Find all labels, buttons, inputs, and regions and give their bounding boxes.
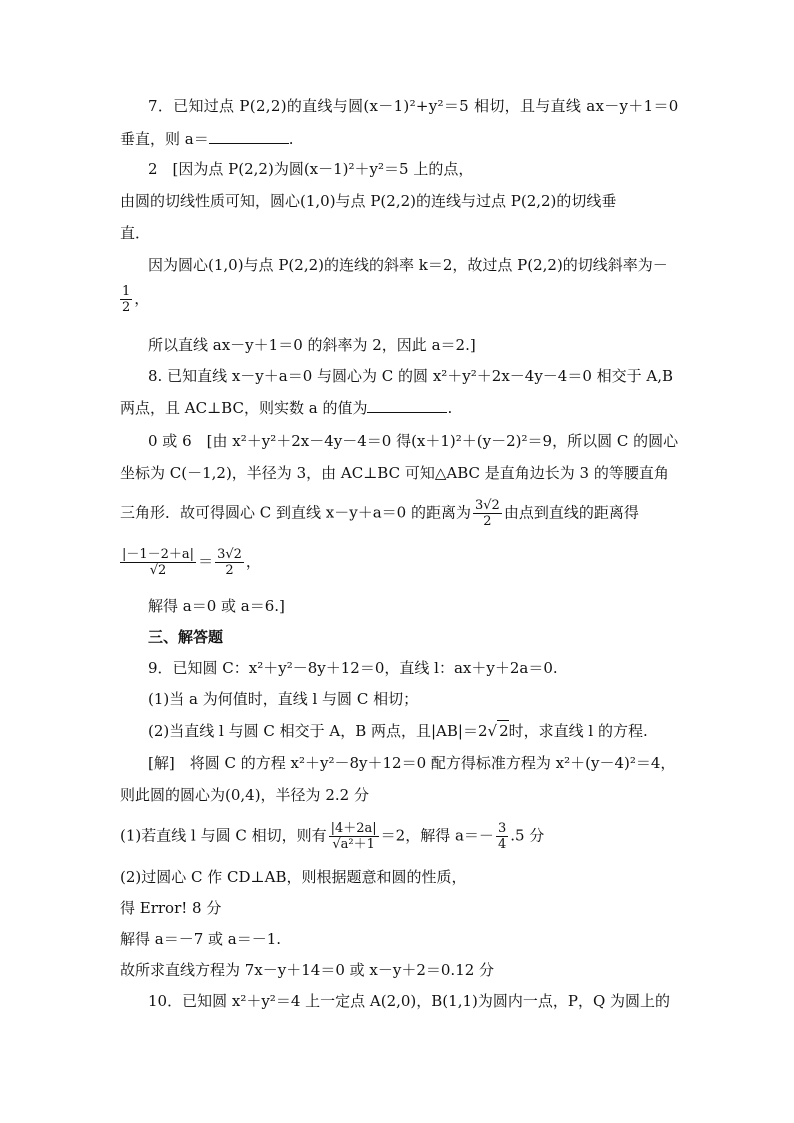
q7-answer-line3: 直． (120, 224, 151, 242)
q7-answer-line2: 由圆的切线性质可知，圆心(1,0)与点 P(2,2)的连线与过点 P(2,2)的切线垂 (120, 192, 617, 210)
q9-solution-line6: 解得 a＝－7 或 a＝－1. (120, 930, 282, 948)
q8-answer-line3: 三角形．故可得圆心 C 到直线 x－y＋a＝0 的距离为 $\frac{3√2}{2}$ 由点到直线的距离得 (120, 498, 639, 529)
fraction-three-quarters: $\frac{3}{4}$ (497, 821, 507, 852)
q7-answer-fraction-line: $\frac{1}{2}$ ， (122, 284, 150, 315)
q9-stem-line1: 9．已知圆 C：x²＋y²－8y＋12＝0，直线 l：ax＋y＋2a＝0. (148, 659, 558, 677)
answer-blank (367, 398, 447, 413)
fraction-3root2-over-2: $\frac{3√2}{2}$ (474, 498, 500, 529)
q7-answer-line6: 所以直线 ax－y＋1＝0 的斜率为 2，因此 a＝2.] (148, 336, 476, 354)
q9-solution-line1: [解] 将圆 C 的方程 x²＋y²－8y＋12＝0 配方得标准方程为 x²＋(y－4)²＝4， (148, 754, 676, 772)
q8-stem-line1: 8. 已知直线 x－y＋a＝0 与圆心为 C 的圆 x²＋y²＋2x－4y－4＝0 相交于 A,B (148, 367, 674, 385)
q10-stem-line1: 10．已知圆 x²＋y²＝4 上一定点 A(2,0)，B(1,1)为圆内一点，P，Q 为圆上的 (148, 992, 671, 1010)
q7-stem-line2 (120, 129, 294, 149)
fraction-one-half: $\frac{1}{2}$ (122, 284, 131, 315)
section-heading: 三、解答题 (148, 628, 224, 646)
q7-answer-line4: 因为圆心(1,0)与点 P(2,2)的连线的斜率 k＝2，故过点 P(2,2)的切线斜率为－ (148, 256, 668, 274)
q9-solution-line5: 得 Error! 8 分 (120, 899, 222, 917)
q8-answer-line4: $\frac{|-1-2+a|}{√2}$ ＝ $\frac{3√2}{2}$ ， (122, 547, 261, 578)
q8-answer-line5: 解得 a＝0 或 a＝6.] (148, 597, 285, 615)
fraction-3root2-over-2: $\frac{3√2}{2}$ (217, 547, 242, 578)
q7-answer-line1: 2 [因为点 P(2,2)为圆(x－1)²＋y²＝5 上的点， (148, 160, 474, 178)
q9-solution-line7: 故所求直线方程为 7x－y＋14＝0 或 x－y＋2＝0.12 分 (120, 961, 495, 979)
q9-stem-line2: (1)当 a 为何值时，直线 l 与圆 C 相切； (148, 690, 419, 708)
q7-stem-period: . (288, 130, 294, 148)
q7-stem-line2-text: 垂直，则 a＝ (120, 130, 209, 148)
q9-solution-line3: (1)若直线 l 与圆 C 相切，则有 $\frac{|4+2a|}{\text{√a²＋1}}$ ＝2，解得 a＝－ $\frac{3}{4}$ .5 分 (120, 821, 545, 852)
answer-blank (209, 129, 289, 144)
sqrt-symbol: √ (487, 722, 498, 740)
tangent-distance-fraction: $\frac{|4+2a|}{\text{√a²＋1}}$ (330, 821, 377, 852)
q8-answer-line1: 0 或 6 [由 x²＋y²＋2x－4y－4＝0 得(x＋1)²＋(y－2)²＝9，所以圆 C 的圆心 (148, 432, 679, 450)
q9-stem-line3: (2)当直线 l 与圆 C 相交于 A，B 两点，且|AB|＝2√ 2时，求直线 l 的方程. (148, 722, 648, 740)
q9-solution-line4: (2)过圆心 C 作 CD⊥AB，则根据题意和圆的性质， (120, 868, 467, 886)
q8-answer-line2: 坐标为 C(－1,2)，半径为 3，由 AC⊥BC 可知△ABC 是直角边长为 3 的等腰直角 (120, 464, 669, 482)
solution-tag: [解] (148, 754, 175, 772)
q7-stem-line1: 7．已知过点 P(2,2)的直线与圆(x－1)²+y²＝5 相切，且与直线 ax－y＋1＝0 (148, 97, 679, 115)
q9-solution-line2: 则此圆的圆心为(0,4)，半径为 2.2 分 (120, 786, 369, 804)
distance-fraction: $\frac{|-1-2+a|}{√2}$ (122, 547, 195, 578)
q8-stem-line2: 两点，且 AC⊥BC，则实数 a 的值为 . (120, 399, 453, 417)
